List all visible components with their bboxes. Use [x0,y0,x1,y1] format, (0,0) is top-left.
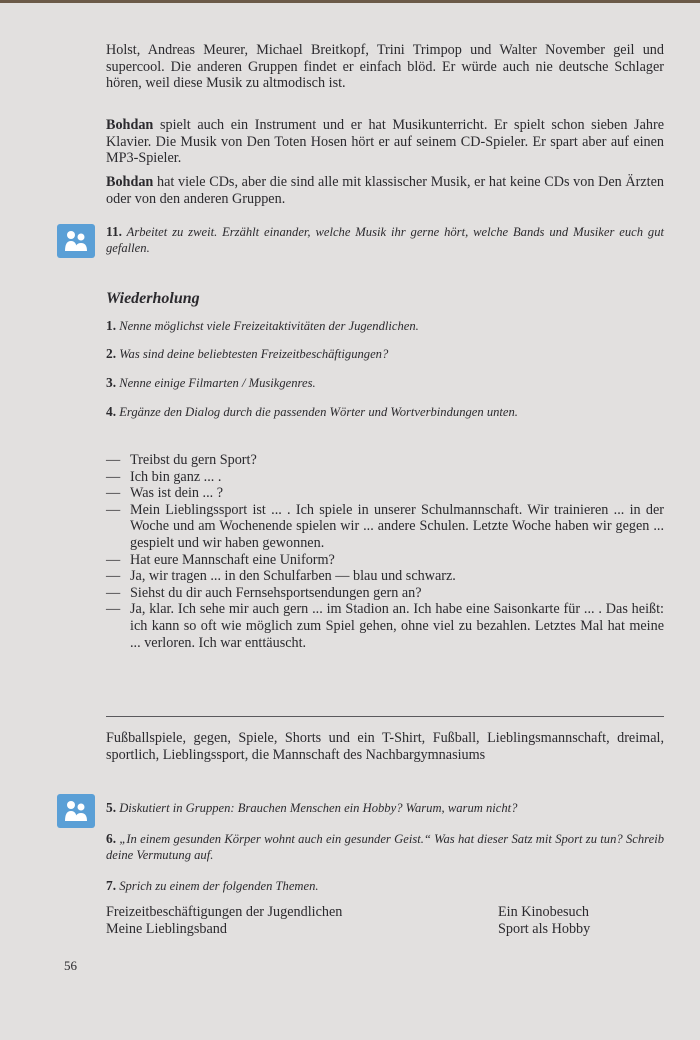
task-text: Sprich zu einem der folgenden Themen. [116,879,319,893]
reading-paragraph-3 [106,174,664,207]
dialog-line [106,601,664,651]
dialog-dash: — [106,584,121,601]
review-task-7 [106,878,664,894]
group-work-icon [57,794,95,828]
review-task-5 [106,800,664,816]
word-bank: Fußballspiele, gegen, Spiele, Shorts und ein T-Shirt, Fußball, Lieblingsmannschaft, dreimal, sportlich, Lieblingssport, die Mannschaft des Nachbargymnasiums [106,730,664,763]
dialog-dash: — [106,568,121,585]
paragraph-text: Holst, Andreas Meurer, Michael Breitkopf, Trini Trimpop und Walter November geil und supercool. Die anderen Gruppen findet er einfach blöd. Er würde auch nie deutsche Schlager hören, weil diese Musik zu altmodisch ist. [106,42,664,92]
review-task-2 [106,346,664,362]
task-text: Ergänze den Dialog durch die passenden Wörter und Wortverbindungen unten. [116,405,518,419]
review-task-4 [106,404,664,420]
dialog-dash: — [106,468,121,485]
topic-column-left [106,904,342,938]
dialog-dash: — [106,551,121,568]
dialog-dash: — [106,501,121,518]
task-number: 11. [106,224,122,239]
topic-item: Ein Kinobesuch [498,904,590,920]
task-number: 7. [106,878,117,893]
name-bohdan: Bohdan [106,174,154,190]
dialog-text: Ja, klar. Ich sehe mir auch gern ... im Stadion an. Ich habe eine Saisonkarte für ... . Das heißt: ich kann so oft wie möglich zum Spiel gehen, ohne viel zu bezahlen. Letztes Mal hat meine ... verloren. Ich war enttäuscht. [130,601,664,651]
task-text: Was sind deine beliebtesten Freizeitbeschäftigungen? [116,347,389,361]
task-text: „In einem gesunden Körper wohnt auch ein gesunder Geist.“ Was hat dieser Satz mit Sport zu tun? Schreib deine Vermutung auf. [106,832,664,862]
task-number: 2. [106,346,117,361]
task-text: Nenne möglichst viele Freizeitaktivitäten der Jugendlichen. [116,319,419,333]
section-heading: Wiederholung [106,290,200,307]
task-text: Diskutiert in Gruppen: Brauchen Menschen ein Hobby? Warum, warum nicht? [116,801,518,815]
paragraph-text: spielt auch ein Instrument und er hat Musikunterricht. Er spielt schon sieben Jahre Klavier. Die Musik von Den Toten Hosen hört er auf seinem CD-Spieler. Er spart aber auf einen MP3-Spieler. [106,117,664,167]
dialog-text: Treibst du gern Sport? [130,452,257,468]
topic-column-right [498,904,590,938]
topic-item: Meine Lieblingsband [106,921,227,937]
dialog-text: Ja, wir tragen ... in den Schulfarben — blau und schwarz. [130,568,456,585]
dialog-dash: — [106,601,121,618]
task-number: 6. [106,831,117,846]
task-text: Arbeitet zu zweit. Erzählt einander, welche Musik ihr gerne hört, welche Bands und Musiker euch gut gefallen. [106,225,664,255]
task-number: 4. [106,404,117,419]
dialog-line [106,502,664,552]
dialog-dash: — [106,452,121,468]
task-number: 3. [106,375,117,390]
dialog-line [106,485,664,502]
topic-item: Freizeitbeschäftigungen der Jugendlichen [106,904,343,920]
dialog-line [106,552,664,569]
dialog-line [106,469,664,486]
dialog-text: Hat eure Mannschaft eine Uniform? [130,551,335,568]
reading-paragraph-2 [106,117,664,167]
dialog-text: Ich bin ganz ... . [130,468,222,485]
pair-work-icon [57,224,95,258]
dialog-line [106,585,664,602]
task-11 [106,224,664,256]
dialog-text: Was ist dein ... ? [130,485,224,502]
task-number: 5. [106,800,117,815]
dialog-line [106,568,664,585]
dialog-text: Siehst du dir auch Fernsehsportsendungen gern an? [130,584,422,601]
review-task-6 [106,831,664,863]
name-bohdan: Bohdan [106,117,154,133]
topic-item: Sport als Hobby [498,921,591,937]
dialog-text: Mein Lieblingssport ist ... . Ich spiele in unserer Schulmannschaft. Wir trainieren ... in der Woche und am Wochenende spielen wir ... andere Schulen. Letzte Woche haben wir gegen ... gespielt und wir haben gewonnen. [130,501,664,551]
reading-paragraph-1 [106,42,664,92]
page-number: 56 [64,958,77,973]
review-task-3 [106,375,664,391]
dialog-line [106,452,664,469]
dialog-dash: — [106,485,121,502]
task-number: 1. [106,318,117,333]
dialog [106,452,664,651]
review-task-1 [106,318,664,334]
task-text: Nenne einige Filmarten / Musikgenres. [116,376,316,390]
paragraph-text: hat viele CDs, aber die sind alle mit klassischer Musik, er hat keine CDs von Den Ärzten oder von den anderen Gruppen. [106,174,664,207]
divider [106,716,664,717]
